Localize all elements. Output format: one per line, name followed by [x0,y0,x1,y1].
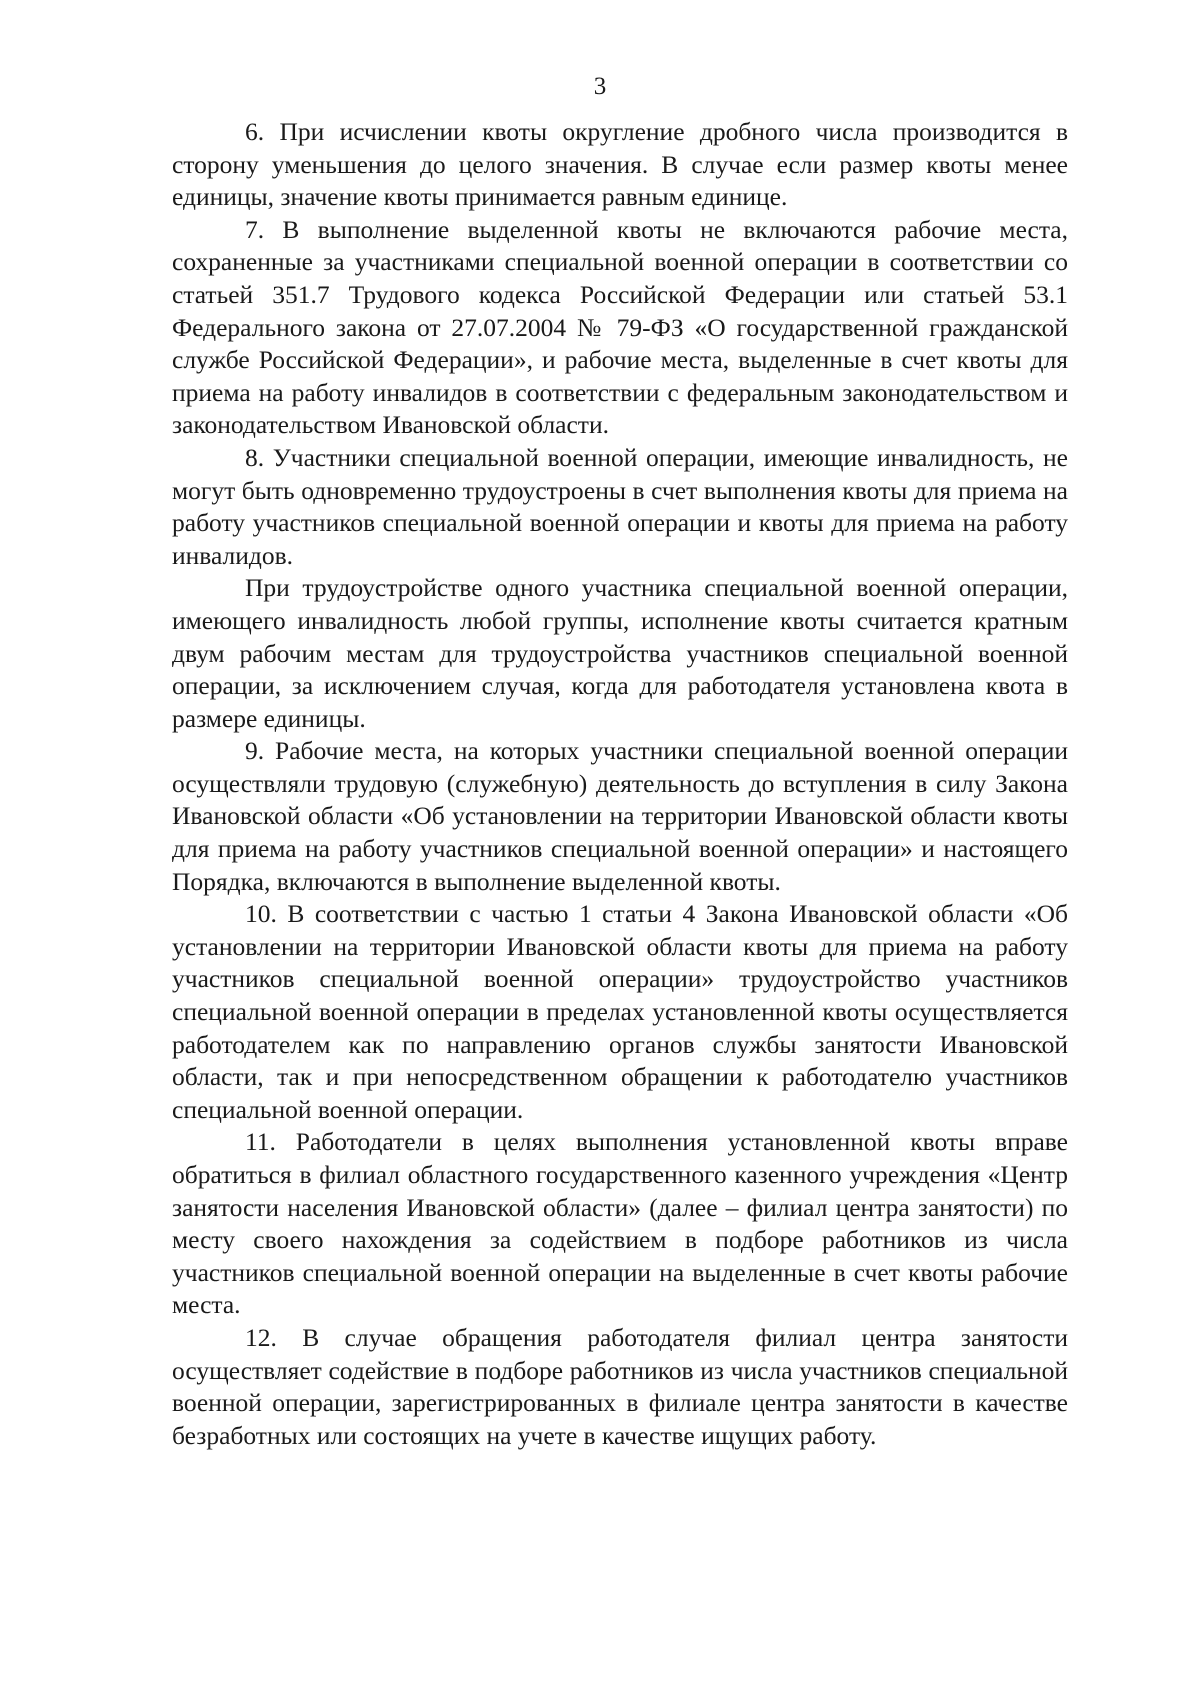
paragraph-9: 9. Рабочие места, на которых участники специальной военной операции осуществляли трудовую (служебную) деятельность до вступления в силу Закона Ивановской области «Об установлении на территории Ивановской области квоты для приема на работу участников специальной военной операции» и настоящего Порядка, включаются в выполнение выделенной квоты. [172,736,1068,896]
paragraph-6: 6. При исчислении квоты округление дробного числа производится в сторону уменьшения до целого значения. В случае если размер квоты менее единицы, значение квоты принимается равным единице. [172,117,1068,212]
document-body [172,116,1068,1452]
paragraph-8-continuation: При трудоустройстве одного участника специальной военной операции, имеющего инвалидность любой группы, исполнение квоты считается кратным двум рабочим местам для трудоустройства участников специальной военной операции, за исключением случая, когда для работодателя установлена квота в размере единицы. [172,573,1068,733]
paragraph-10: 10. В соответствии с частью 1 статьи 4 Закона Ивановской области «Об установлении на территории Ивановской области квоты для приема на работу участников специальной военной операции» трудоустройство участников специальной военной операции в пределах установленной квоты осуществляется работодателем как по направлению органов службы занятости Ивановской области, так и при непосредственном обращении к работодателю участников специальной военной операции. [172,899,1068,1124]
page-number: 3 [593,73,607,100]
paragraph-11: 11. Работодатели в целях выполнения установленной квоты вправе обратиться в филиал областного государственного казенного учреждения «Центр занятости населения Ивановской области» (далее – филиал центра занятости) по месту своего нахождения за содействием в подборе работников из числа участников специальной военной операции на выделенные в счет квоты рабочие места. [172,1127,1068,1320]
paragraph-12: 12. В случае обращения работодателя филиал центра занятости осуществляет содействие в подборе работников из числа участников специальной военной операции, зарегистрированных в филиале центра занятости в качестве безработных или состоящих на учете в качестве ищущих работу. [172,1322,1068,1450]
paragraph-8: 8. Участники специальной военной операции, имеющие инвалидность, не могут быть одновременно трудоустроены в счет выполнения квоты для приема на работу участников специальной военной операции и квоты для приема на работу инвалидов. [172,442,1068,570]
paragraph-7: 7. В выполнение выделенной квоты не включаются рабочие места, сохраненные за участниками специальной военной операции в соответствии со статьей 351.7 Трудового кодекса Российской Федерации или статьей 53.1 Федерального закона от 27.07.2004 № 79-ФЗ «О государственной гражданской службе Российской Федерации», и рабочие места, выделенные в счет квоты для приема на работу инвалидов в соответствии с федеральным законодательством и законодательством Ивановской области. [172,214,1068,440]
